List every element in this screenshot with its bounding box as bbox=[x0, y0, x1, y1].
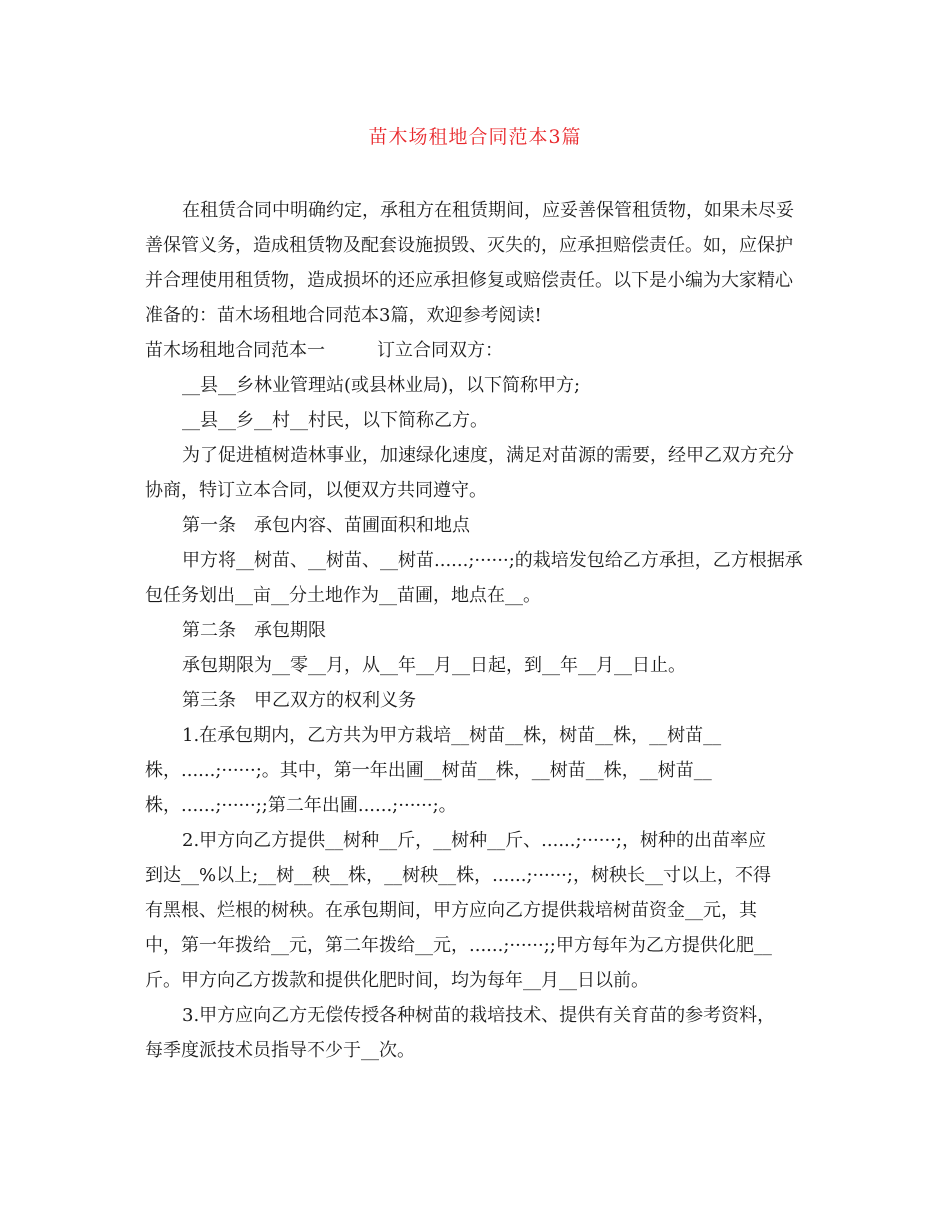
article-2-title: 第二条 承包期限 bbox=[182, 620, 326, 641]
document-title: 苗木场租地合同范本3篇 bbox=[368, 126, 582, 148]
item-3-line-1: 3.甲方应向乙方无偿传授各种树苗的栽培技术、提供有关育苗的参考资料， bbox=[182, 1005, 776, 1026]
item-2-line-3: 有黑根、烂根的树秧。在承包期间，甲方应向乙方提供栽培树苗资金__元，其 bbox=[145, 900, 757, 921]
item-2-line-2: 到达__%以上;__树__秧__株，__树秧__株，......;······;，树秧长__寸以上，不得 bbox=[145, 865, 771, 886]
purpose-paragraph: 为了促进植树造林事业，加速绿化速度，满足对苗源的需要，经甲乙双方充分协商，特订立本合同，以便双方共同遵守。 bbox=[145, 445, 794, 501]
parties-heading: 订立合同双方： bbox=[377, 340, 503, 361]
article-2-text: 承包期限为__零__月，从__年__月__日起，到__年__月__日止。 bbox=[182, 655, 686, 676]
party-b-paragraph: __县__乡__村__村民，以下简称乙方。 bbox=[182, 410, 488, 431]
item-1-line-2: 株，......;······;。其中，第一年出圃__树苗__株，__树苗__株，__树苗__ bbox=[145, 760, 712, 781]
section-heading: 苗木场租地合同范本一 bbox=[145, 340, 325, 361]
item-2-line-4: 中，第一年拨给__元，第二年拨给__元，......;······;;甲方每年为乙方提供化肥__ bbox=[145, 935, 772, 956]
item-1-line-3: 株，......;······;;第二年出圃......;······;。 bbox=[145, 795, 457, 816]
section-heading-line bbox=[145, 333, 810, 368]
intro-paragraph: 在租赁合同中明确约定，承租方在租赁期间，应妥善保管租赁物，如果未尽妥善保管义务，造成租赁物及配套设施损毁、灭失的，应承担赔偿责任。如，应保护并合理使用租赁物，造成损坏的还应承担修复或赔偿责任。以下是小编为大家精心准备的：苗木场租地合同范本3篇，欢迎参考阅读! bbox=[145, 200, 794, 326]
item-2-line-5: 斤。甲方向乙方拨款和提供化肥时间，均为每年__月__日以前。 bbox=[145, 970, 649, 991]
article-1-title: 第一条 承包内容、苗圃面积和地点 bbox=[182, 515, 470, 536]
item-1-line-1: 1.在承包期内，乙方共为甲方栽培__树苗__株，树苗__株，__树苗__ bbox=[182, 725, 722, 746]
document-body bbox=[145, 193, 810, 1068]
item-2-line-1: 2.甲方向乙方提供__树种__斤，__树种__斤、......;······;，树种的出苗率应 bbox=[182, 830, 766, 851]
article-1-text: 甲方将__树苗、__树苗、__树苗......;······;的栽培发包给乙方承担，乙方根据承包任务划出__亩__分土地作为__苗圃，地点在__。 bbox=[145, 550, 803, 606]
article-3-title: 第三条 甲乙双方的权利义务 bbox=[182, 690, 416, 711]
item-3-line-2: 每季度派技术员指导不少于__次。 bbox=[145, 1040, 415, 1061]
party-a-paragraph: __县__乡林业管理站(或县林业局)，以下简称甲方; bbox=[182, 375, 581, 396]
